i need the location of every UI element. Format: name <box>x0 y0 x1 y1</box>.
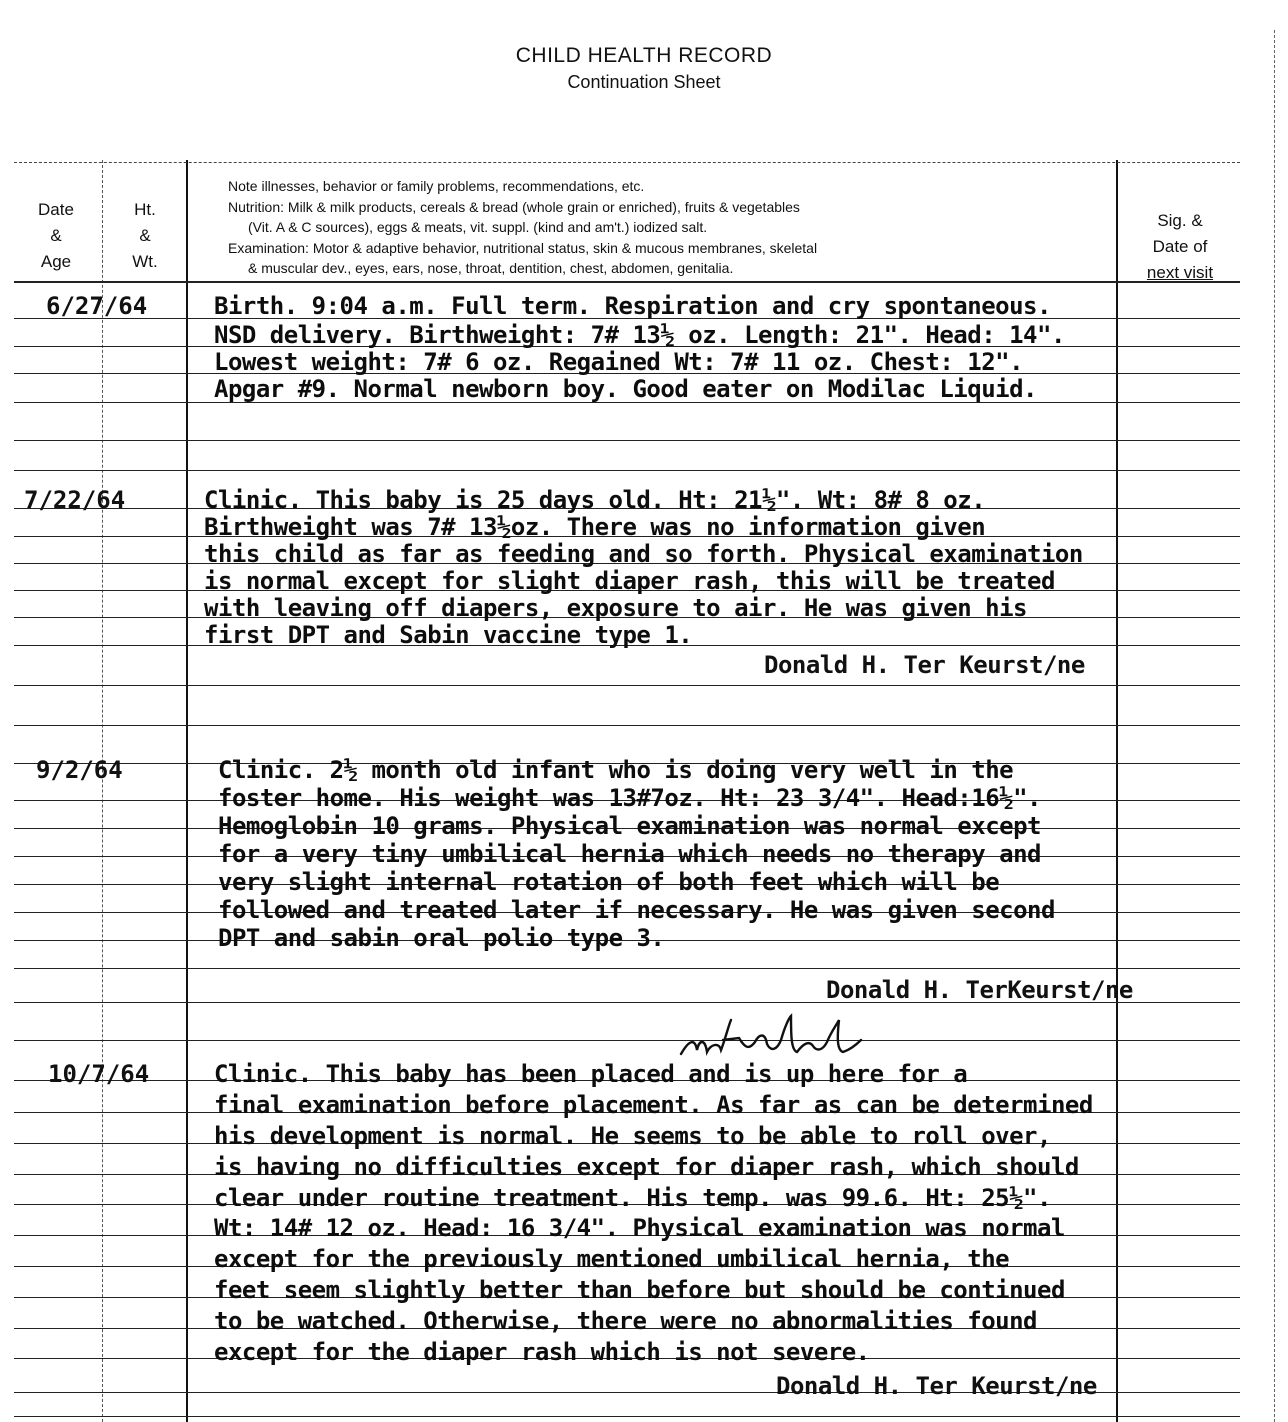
entry-line: Apgar #9. Normal newborn boy. Good eater on Modilac Liquid. <box>214 375 1038 403</box>
entry-line: is having no difficulties except for diaper rash, which should <box>214 1153 1079 1181</box>
entry-line: his development is normal. He seems to be able to roll over, <box>214 1122 1051 1150</box>
entry-line: Lowest weight: 7# 6 oz. Regained Wt: 7# 11 oz. Chest: 12". <box>214 348 1024 376</box>
entry-line: is normal except for slight diaper rash, this will be treated <box>204 567 1055 595</box>
entry-line: very slight internal rotation of both feet which will be <box>218 868 1000 896</box>
entry-signature: Donald H. Ter Keurst/ne <box>764 651 1085 679</box>
entry-date: 9/2/64 <box>36 756 123 784</box>
col-header-notes: Note illnesses, behavior or family problems, recommendations, etc. Nutrition: Milk & milk products, cereals & bread (whole grain or enriched), fruits & vegetables (Vit. A & C sources), eggs & meats, vit. suppl. (kind and am't.) iodized salt. Examination: Motor & adaptive behavior, nutritional status, skin & mucous membranes, skeletal & muscular dev., eyes, ears, nose, throat, dentition, chest, abdomen, genitalia. <box>228 178 818 276</box>
entry-date: 10/7/64 <box>48 1060 150 1088</box>
entry-line: DPT and sabin oral polio type 3. <box>218 924 665 952</box>
entry-line: to be watched. Otherwise, there were no abnormalities found <box>214 1307 1038 1335</box>
entry-date: 7/22/64 <box>24 486 126 514</box>
entry-line: NSD delivery. Birthweight: 7# 13½ oz. Length: 21". Head: 14". <box>214 321 1065 349</box>
ruled-line <box>14 1416 1240 1417</box>
entry-line: Wt: 14# 12 oz. Head: 16 3/4". Physical examination was normal <box>214 1214 1065 1242</box>
entry-line: Birthweight was 7# 13½oz. There was no information given <box>204 513 986 541</box>
header-top-rule <box>14 162 1240 163</box>
right-page-edge <box>1274 30 1275 1422</box>
col-header-signature: Sig. & Date of next visit <box>1146 211 1214 282</box>
entry-line: Clinic. This baby is 25 days old. Ht: 21½". Wt: 8# 8 oz. <box>204 486 986 514</box>
entry-line: with leaving off diapers, exposure to air. He was given his <box>204 594 1028 622</box>
entry-line: foster home. His weight was 13#7oz. Ht: 23 3/4". Head:16½". <box>218 784 1042 812</box>
form-subtitle: Continuation Sheet <box>567 72 721 92</box>
column-divider-sig <box>1116 160 1118 1422</box>
header-bottom-rule <box>14 281 1240 283</box>
entry-line: feet seem slightly better than before but should be continued <box>214 1276 1065 1304</box>
col-header-date: Date & Age <box>38 200 74 271</box>
entry-line: this child as far as feeding and so forth. Physical examination <box>204 540 1083 568</box>
entry-line: final examination before placement. As far as can be determined <box>214 1091 1093 1119</box>
ruled-line <box>14 725 1240 726</box>
entry-signature: Donald H. TerKeurst/ne <box>826 976 1133 1004</box>
entry-line: for a very tiny umbilical hernia which needs no therapy and <box>218 840 1042 868</box>
entry-line: Hemoglobin 10 grams. Physical examination was normal except <box>218 812 1042 840</box>
form-title: CHILD HEALTH RECORD <box>515 44 773 67</box>
entry-signature: Donald H. Ter Keurst/ne <box>776 1372 1097 1400</box>
entry-line: Clinic. 2½ month old infant who is doing very well in the <box>218 756 1014 784</box>
entry-line: except for the diaper rash which is not severe. <box>214 1338 870 1366</box>
ruled-line <box>14 1040 1240 1041</box>
entry-line: first DPT and Sabin vaccine type 1. <box>204 621 693 649</box>
entry-line: clear under routine treatment. His temp. was 99.6. Ht: 25½". <box>214 1184 1051 1212</box>
ruled-line <box>14 685 1240 686</box>
entry-line: followed and treated later if necessary. He was given second <box>218 896 1055 924</box>
ruled-line <box>14 440 1240 441</box>
entry-line: except for the previously mentioned umbilical hernia, the <box>214 1245 1010 1273</box>
column-divider-date <box>102 160 103 1422</box>
col-header-htwt: Ht. & Wt. <box>132 200 158 271</box>
ruled-line <box>14 968 1240 969</box>
entry-line: Birth. 9:04 a.m. Full term. Respiration and cry spontaneous. <box>214 292 1051 320</box>
entry-date: 6/27/64 <box>46 292 148 320</box>
column-divider-htwt <box>186 160 188 1422</box>
entry-line: Clinic. This baby has been placed and is up here for a <box>214 1060 968 1088</box>
ruled-line <box>14 470 1240 471</box>
